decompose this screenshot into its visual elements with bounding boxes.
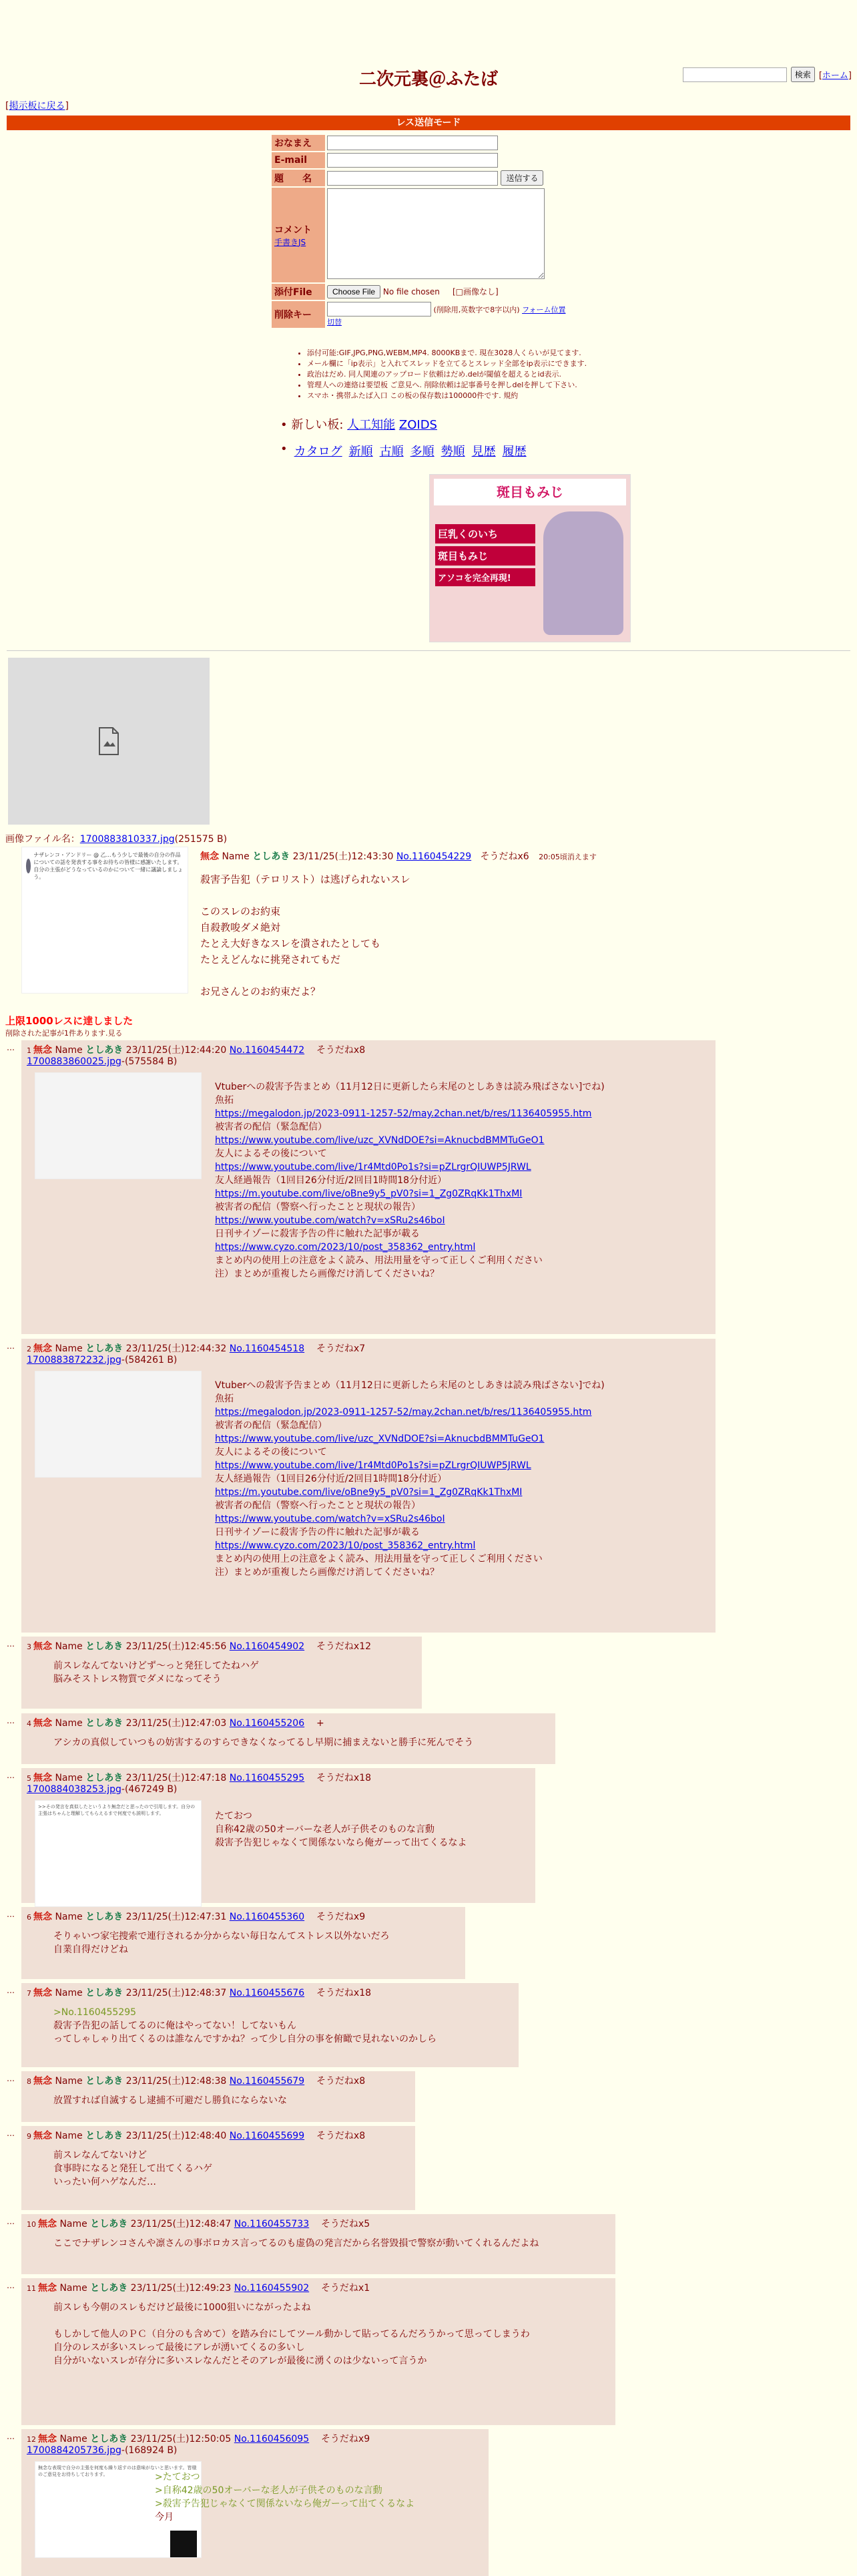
quote-line: >たておつ bbox=[155, 2472, 200, 2483]
email-input[interactable] bbox=[327, 153, 498, 168]
new-board-link[interactable]: ZOIDS bbox=[398, 418, 437, 432]
reply-name: としあき bbox=[85, 1912, 123, 1922]
quote-link[interactable]: >No.1160455295 bbox=[53, 2007, 137, 2018]
op-date: 23/11/25(土)12:43:30 bbox=[292, 851, 394, 862]
reply-header: 4 無念 Name としあき 23/11/25(土)12:47:03 No.1160455206 + bbox=[27, 1718, 324, 1729]
reply-subject: 無念 bbox=[33, 1988, 52, 1998]
reply-marker: … bbox=[7, 2074, 15, 2083]
reply-line: 被害者の配信（緊急配信） bbox=[215, 1420, 327, 1431]
reply-url-link[interactable]: https://www.youtube.com/watch?v=xSRu2s46boI bbox=[215, 1215, 445, 1226]
search-button[interactable]: 検索 bbox=[791, 67, 815, 82]
soudane-button[interactable]: そうだねx1 bbox=[320, 2283, 370, 2294]
subject-label: 題 名 bbox=[272, 170, 325, 186]
reply-file-link[interactable]: 1700883872232.jpg bbox=[27, 1355, 121, 1365]
reply-index: 1 bbox=[27, 1046, 31, 1055]
sort-new-link[interactable]: 新順 bbox=[348, 445, 373, 459]
reply-header: 9 無念 Name としあき 23/11/25(土)12:48:40 No.1160455699 そうだねx8 bbox=[27, 2131, 366, 2141]
op-file-link[interactable]: 1700883810337.jpg bbox=[79, 834, 175, 845]
reply-file-link[interactable]: 1700883860025.jpg bbox=[27, 1056, 121, 1067]
reply-index: 6 bbox=[27, 1913, 31, 1922]
comment-label: コメント 手書きJS bbox=[272, 188, 325, 282]
reply-subject: 無念 bbox=[33, 1343, 52, 1354]
reply-line: Vtuberへの殺害予告まとめ（11月12日に更新したら末尾のとしあきは読み飛ばさない]でね) bbox=[215, 1082, 605, 1092]
reply-name: としあき bbox=[90, 2219, 128, 2229]
reply-header: 5 無念 Name としあき 23/11/25(土)12:47:18 No.1160455295 そうだねx18 bbox=[27, 1773, 372, 1783]
reply-body bbox=[53, 2094, 410, 2107]
reply-body bbox=[155, 2471, 414, 2524]
soudane-button[interactable]: そうだねx18 bbox=[316, 1988, 372, 1998]
soudane-button[interactable]: そうだねx7 bbox=[316, 1343, 366, 1354]
reply-name: としあき bbox=[85, 1773, 123, 1783]
home-link[interactable]: ホーム bbox=[822, 71, 848, 81]
reply-date: 23/11/25(土)12:48:38 bbox=[125, 2076, 227, 2087]
ad-line: アソコを完全再現! bbox=[435, 568, 535, 586]
post-form bbox=[270, 134, 568, 329]
reply-line: 殺害予告犯の話してるのに俺はやってない！してないもん bbox=[53, 2020, 296, 2031]
reply-marker: … bbox=[7, 1771, 15, 1780]
ad-title: 斑目もみじ bbox=[434, 479, 626, 505]
reply-post bbox=[21, 1040, 716, 1334]
op-body: 殺害予告犯（テロリスト）は逃げられないスレ このスレのお約束 自殺教唆ダメ絶対 たとえ大好きなスレを潰されたとしても たとえどんなに挑発されてもだ お兄さんとのお約束だよ？ bbox=[200, 873, 410, 998]
reply-mode-bar: レス送信モード bbox=[7, 116, 850, 130]
reply-subject: 無念 bbox=[33, 1773, 52, 1783]
reply-line: 自称42歳の50オーバーな老人が子供そのものな言動 bbox=[215, 1824, 435, 1835]
reply-url-link[interactable]: https://www.cyzo.com/2023/10/post_358362_entry.html bbox=[215, 1242, 476, 1253]
reply-number-link[interactable]: No.1160455902 bbox=[234, 2283, 310, 2294]
reply-thumbnail[interactable] bbox=[35, 1371, 202, 1478]
reply-marker: … bbox=[7, 1639, 15, 1649]
email-label: E-mail bbox=[272, 152, 325, 168]
soudane-button[interactable]: そうだねx9 bbox=[316, 1912, 366, 1922]
reply-date: 23/11/25(土)12:48:40 bbox=[125, 2131, 227, 2141]
reply-subject: 無念 bbox=[38, 2283, 57, 2294]
reply-marker: … bbox=[7, 1910, 15, 1919]
soudane-button[interactable]: そうだねx12 bbox=[316, 1641, 372, 1652]
reply-body bbox=[53, 2149, 410, 2189]
reply-line: 脳みそストレス物質でダメになってそう bbox=[53, 1674, 222, 1685]
op-thumbnail[interactable] bbox=[21, 847, 188, 994]
reply-line: 友人経過報告（1回目26分付近/2回目1時間18分付近） bbox=[215, 1474, 447, 1484]
submit-button[interactable]: 送信する bbox=[501, 170, 543, 186]
reply-index: 7 bbox=[27, 1989, 31, 1998]
board-title: 二次元裏＠ふたば bbox=[358, 69, 498, 89]
no-image-checkbox[interactable]: [□画像なし] bbox=[452, 287, 499, 296]
reply-post bbox=[21, 2429, 489, 2576]
reply-file-size: -(575584 B) bbox=[121, 1056, 178, 1067]
rule-item: • 管理人への連絡は要望板 ご意見へ. 削除依頼は記事番号を押しdelを押して下さい. bbox=[307, 380, 641, 391]
reply-line: 被害者の配信（警察へ行ったことと現状の報告） bbox=[215, 1202, 420, 1213]
reply-date: 23/11/25(土)12:44:20 bbox=[125, 1045, 227, 1056]
reply-date: 23/11/25(土)12:49:23 bbox=[130, 2283, 232, 2294]
limit-notice: 上限1000レスに達しました 削除された記事が1件あります.見る bbox=[5, 1015, 133, 1038]
reply-number-link[interactable]: No.1160455206 bbox=[229, 1718, 305, 1729]
reply-url-link[interactable]: https://www.youtube.com/live/1r4Mtd0Po1s?si=pZLrgrQIUWP5JRWL bbox=[215, 1460, 531, 1471]
reply-line: アシカの真似していつもの妨害するのすらできなくなってるし早期に捕まえないと勝手に死んでそう bbox=[53, 1737, 474, 1748]
reply-marker: … bbox=[7, 2217, 15, 2226]
reply-line: 被害者の配信（緊急配信） bbox=[215, 1122, 327, 1132]
reply-line: 被害者の配信（警察へ行ったことと現状の報告） bbox=[215, 1500, 420, 1511]
reply-number-link[interactable]: No.1160454902 bbox=[229, 1641, 305, 1652]
reply-line: 殺害予告犯じゃなくて関係ないなら俺ガーって出てくるなよ bbox=[215, 1838, 467, 1848]
reply-number-link[interactable]: No.1160455295 bbox=[229, 1773, 305, 1783]
ad-character-image bbox=[543, 511, 623, 635]
reply-date: 23/11/25(土)12:47:03 bbox=[125, 1718, 227, 1729]
soudane-button[interactable]: + bbox=[316, 1718, 324, 1729]
reply-name: としあき bbox=[85, 1045, 123, 1056]
reply-url-link[interactable]: https://www.youtube.com/live/uzc_XVNdDOE?si=AknucbdBMMTuGeO1 bbox=[215, 1135, 545, 1146]
reply-header: 6 無念 Name としあき 23/11/25(土)12:47:31 No.1160455360 そうだねx9 bbox=[27, 1912, 366, 1922]
reply-line: ここでナザレンコさんや凛さんの事ボロカス言ってるのも虚偽の発言だから名誉毀損で警察が動いてくれるんだよね bbox=[53, 2238, 539, 2249]
new-board-link[interactable]: 人工知能 bbox=[347, 418, 396, 432]
reply-index: 11 bbox=[27, 2284, 36, 2293]
rule-item: • 添付可能:GIF,JPG,PNG,WEBM,MP4. 8000KBまで. 現在3028人くらいが見てます. bbox=[307, 348, 641, 359]
reply-line: 自分のレスが多いスレって最後にアレが湧いてくるの多いし bbox=[53, 2342, 305, 2353]
delkey-note: (削除用,英数字で8字以内) bbox=[433, 305, 520, 314]
reply-index: 8 bbox=[27, 2077, 31, 2086]
op-header: 無念 Name としあき 23/11/25(土)12:43:30 No.1160454229 そうだねx6 20:05頃消えます bbox=[200, 851, 597, 862]
reply-index: 10 bbox=[27, 2220, 36, 2229]
sort-old-link[interactable]: 古順 bbox=[379, 445, 404, 459]
reply-file-size: -(168924 B) bbox=[121, 2445, 178, 2456]
reply-line: 魚拓 bbox=[215, 1393, 234, 1404]
reply-url-link[interactable]: https://megalodon.jp/2023-0911-1257-52/may.2chan.net/b/res/1136405955.htm bbox=[215, 1407, 592, 1418]
choose-file-button[interactable]: Choose File bbox=[327, 285, 380, 298]
rule-item: • 政治はだめ. 同人関連のアップロード依頼はだめ.delが閾値を超えるとid表示. bbox=[307, 369, 641, 380]
reply-number-link[interactable]: No.1160454518 bbox=[229, 1343, 305, 1354]
reply-date: 23/11/25(土)12:50:05 bbox=[130, 2434, 232, 2444]
reply-body bbox=[53, 2301, 610, 2368]
no-file-text: No file chosen bbox=[382, 287, 440, 296]
board-rules bbox=[280, 348, 641, 401]
reply-subject: 無念 bbox=[33, 1641, 52, 1652]
reply-header: 2 無念 Name としあき 23/11/25(土)12:44:32 No.1160454518 そうだねx7 bbox=[27, 1343, 366, 1354]
reply-date: 23/11/25(土)12:47:18 bbox=[125, 1773, 227, 1783]
handwrite-link[interactable]: 手書き bbox=[274, 237, 299, 247]
reply-line: ってしゃしゃり出てくるのは誰なんですかね？って少し自分の事を俯瞰で見れないのかしら bbox=[53, 2034, 437, 2045]
reply-body bbox=[215, 1080, 605, 1281]
file-label: 添付File bbox=[272, 284, 325, 300]
rule-item: • スマホ・携帯ふたば入口 この板の保存数は100000件です. 規約 bbox=[307, 391, 641, 401]
reply-line: 友人経過報告（1回目26分付近/2回目1時間18分付近） bbox=[215, 1175, 447, 1186]
reply-url-link[interactable]: https://www.cyzo.com/2023/10/post_358362_entry.html bbox=[215, 1540, 476, 1551]
reply-line: まとめ内の使用上の注意をよく読み、用法用量を守って正しくご利用ください bbox=[215, 1554, 543, 1564]
reply-subject: 無念 bbox=[33, 1045, 52, 1056]
ad-line: 斑目もみじ bbox=[435, 546, 535, 566]
reply-number-link[interactable]: No.1160455676 bbox=[229, 1988, 305, 1998]
reply-url-link[interactable]: https://m.youtube.com/live/oBne9y5_pV0?si=1_Zg0ZRqKk1ThxMI bbox=[215, 1189, 523, 1199]
reply-subject: 無念 bbox=[33, 1912, 52, 1922]
top-search-bar: 検索 [ホーム] bbox=[683, 67, 852, 82]
reply-header: 1 無念 Name としあき 23/11/25(土)12:44:20 No.1160454472 そうだねx8 bbox=[27, 1045, 366, 1056]
reply-header: 3 無念 Name としあき 23/11/25(土)12:45:56 No.1160454902 そうだねx12 bbox=[27, 1641, 372, 1652]
reply-number-link[interactable]: No.1160455699 bbox=[229, 2131, 305, 2141]
reply-subject: 無念 bbox=[33, 1718, 52, 1729]
reply-post bbox=[21, 1637, 422, 1709]
reply-marker: … bbox=[7, 2129, 15, 2138]
reply-number-link[interactable]: No.1160454472 bbox=[229, 1045, 305, 1056]
catalog-links: • カタログ 新順 古順 多順 勢順 見歴 履歴 bbox=[280, 442, 527, 459]
reply-name: としあき bbox=[85, 2131, 123, 2141]
search-input[interactable] bbox=[683, 67, 787, 82]
reply-line: たておつ bbox=[215, 1811, 252, 1821]
reply-index: 5 bbox=[27, 1774, 31, 1783]
soudane-button[interactable]: そうだねx8 bbox=[316, 2076, 366, 2087]
reply-subject: 無念 bbox=[38, 2434, 57, 2444]
reply-marker: … bbox=[7, 1043, 15, 1052]
reply-header: 12 無念 Name としあき 23/11/25(土)12:50:05 No.1160456095 そうだねx9 bbox=[27, 2434, 370, 2444]
reply-line: 注）まとめが重複したら画像だけ消してくださいね？ bbox=[215, 1567, 439, 1578]
comment-textarea[interactable] bbox=[327, 188, 545, 279]
reply-line: 注）まとめが重複したら画像だけ消してくださいね？ bbox=[215, 1269, 439, 1279]
op-file-info: 画像ファイル名：1700883810337.jpg(251575 B) bbox=[5, 834, 228, 845]
reply-url-link[interactable]: https://www.youtube.com/live/1r4Mtd0Po1s?si=pZLrgrQIUWP5JRWL bbox=[215, 1162, 531, 1172]
new-boards: • 新しい板: 人工知能 ZOIDS bbox=[280, 418, 437, 432]
soudane-button[interactable]: そうだねx9 bbox=[320, 2434, 370, 2444]
reply-line: 前スレなんてないけどず～っと発狂してたねハゲ bbox=[53, 1661, 259, 1671]
op-number-link[interactable]: No.1160454229 bbox=[396, 851, 472, 862]
reply-file-link[interactable]: 1700884038253.jpg bbox=[27, 1784, 121, 1795]
reply-header: 10 無念 Name としあき 23/11/25(土)12:48:47 No.1160455733 そうだねx5 bbox=[27, 2219, 370, 2229]
viewed-history-link[interactable]: 見歴 bbox=[471, 445, 496, 459]
reply-line: もしかして他人のＰＣ（自分のも含めて）を踏み台にしてツール動かして貼ってるんだろうかって思ってしまうわ bbox=[53, 2329, 530, 2340]
reply-name: としあき bbox=[90, 2434, 128, 2444]
reply-url-link[interactable]: https://www.youtube.com/watch?v=xSRu2s46boI bbox=[215, 1514, 445, 1524]
reply-thumbnail[interactable] bbox=[35, 1072, 202, 1179]
reply-thumb-text: >>その発言を真似したというより無念だと思ったので引用します。自分の主張はちゃんと理解してもらえるまで何度でも説明します。 bbox=[38, 1804, 196, 1816]
reply-post bbox=[21, 1768, 535, 1903]
reply-body bbox=[53, 1659, 416, 1686]
catalog-link[interactable]: カタログ bbox=[294, 445, 342, 459]
reply-date: 23/11/25(土)12:45:56 bbox=[125, 1641, 227, 1652]
delkey-label: 削除キー bbox=[272, 301, 325, 328]
soudane-button[interactable]: そうだねx8 bbox=[316, 2131, 366, 2141]
reply-post bbox=[21, 1907, 465, 1979]
sort-many-link[interactable]: 多順 bbox=[410, 445, 435, 459]
sort-momentum-link[interactable]: 勢順 bbox=[441, 445, 465, 459]
op-subject: 無念 bbox=[200, 851, 219, 862]
reply-header: 11 無念 Name としあき 23/11/25(土)12:49:23 No.1160455902 そうだねx1 bbox=[27, 2283, 370, 2294]
broken-image-icon bbox=[97, 726, 121, 756]
reply-file-link[interactable]: 1700884205736.jpg bbox=[27, 2445, 121, 2456]
reply-line: Vtuberへの殺害予告まとめ（11月12日に更新したら末尾のとしあきは読み飛ばさない]でね) bbox=[215, 1380, 605, 1391]
quote-line: >自称42歳の50オーバーな老人が子供そのものな言動 bbox=[155, 2485, 382, 2496]
reply-line: 自業自得だけどね bbox=[53, 1944, 128, 1955]
reply-number-link[interactable]: No.1160455360 bbox=[229, 1912, 305, 1922]
reply-name: としあき bbox=[90, 2283, 128, 2294]
reply-subject: 無念 bbox=[33, 2131, 52, 2141]
reply-body bbox=[53, 2237, 610, 2250]
reply-date: 23/11/25(土)12:48:47 bbox=[130, 2219, 232, 2229]
reply-thumbnail[interactable] bbox=[35, 1800, 202, 1907]
reply-index: 4 bbox=[27, 1719, 31, 1728]
reply-marker: … bbox=[7, 2281, 15, 2290]
reply-line: 前スレも今朝のスレもだけど最後に1000狙いにながったよね bbox=[53, 2302, 311, 2313]
reply-date: 23/11/25(土)12:47:31 bbox=[125, 1912, 227, 1922]
reply-line: 友人によるその後について bbox=[215, 1148, 327, 1159]
reply-name: としあき bbox=[85, 1641, 123, 1652]
reply-number-link[interactable]: No.1160456095 bbox=[234, 2434, 310, 2444]
reply-line: 食事時になると発狂して出てくるハゲ bbox=[53, 2163, 212, 2174]
ad-banner[interactable] bbox=[429, 474, 631, 642]
reply-line: 放置すれば自滅するし逮捕不可避だし勝負にならないな bbox=[53, 2095, 287, 2106]
reply-file-info bbox=[27, 1355, 710, 1365]
reply-header: 7 無念 Name としあき 23/11/25(土)12:48:37 No.1160455676 そうだねx18 bbox=[27, 1988, 372, 1998]
name-label: おなまえ bbox=[272, 135, 325, 151]
reply-url-link[interactable]: https://megalodon.jp/2023-0911-1257-52/may.2chan.net/b/res/1136405955.htm bbox=[215, 1108, 592, 1119]
reply-marker: … bbox=[7, 2432, 15, 2441]
reply-url-link[interactable]: https://m.youtube.com/live/oBne9y5_pV0?si=1_Zg0ZRqKk1ThxMI bbox=[215, 1487, 523, 1498]
reply-index: 12 bbox=[27, 2435, 36, 2444]
reply-body bbox=[53, 1736, 550, 1749]
reply-file-size: -(467249 B) bbox=[121, 1784, 178, 1795]
reply-line: 前スレなんてないけど bbox=[53, 2150, 147, 2161]
soudane-button[interactable]: そうだねx18 bbox=[316, 1773, 372, 1783]
back-nav: [掲示板に戻る] bbox=[5, 101, 69, 112]
soudane-button[interactable]: そうだねx5 bbox=[320, 2219, 370, 2229]
reply-url-link[interactable]: https://www.youtube.com/live/uzc_XVNdDOE?si=AknucbdBMMTuGeO1 bbox=[215, 1434, 545, 1444]
op-thumb-text: ナザレンコ・アンドリー @ 乙…もう少しで最後の自分の作品についての話を発表する事をお待ちの皆様に感謝いたします。自分の主張がどうなっているのかについて一緒に議論しましょう。 bbox=[33, 852, 184, 880]
history-link[interactable]: 履歴 bbox=[502, 445, 527, 459]
soudane-button[interactable]: そうだねx6 bbox=[480, 851, 529, 862]
reply-name: としあき bbox=[85, 1718, 123, 1729]
reply-subject: 無念 bbox=[38, 2219, 57, 2229]
soudane-button[interactable]: そうだねx8 bbox=[316, 1045, 366, 1056]
reply-line: 日刊サイゾーに殺害予告の件に触れた記事が載る bbox=[215, 1229, 420, 1239]
reply-line: 魚拓 bbox=[215, 1095, 234, 1106]
reply-line: 今月 bbox=[155, 2512, 174, 2523]
reply-file-info bbox=[27, 1056, 710, 1067]
reply-post bbox=[21, 1983, 519, 2067]
reply-thumb-text: 無念な表現で自分の主張を何度も繰り返すのは意味がないと思います。皆様のご意見をお待ちしております。 bbox=[38, 2465, 197, 2477]
quote-line: >殺害予告犯じゃなくて関係ないなら俺ガーって出てくるなよ bbox=[155, 2499, 415, 2509]
reply-marker: … bbox=[7, 1716, 15, 1725]
reply-subject: 無念 bbox=[33, 2076, 52, 2087]
reply-index: 3 bbox=[27, 1643, 31, 1651]
reply-name: としあき bbox=[85, 2076, 123, 2087]
thumb-black-block bbox=[170, 2531, 197, 2557]
op-image[interactable] bbox=[8, 658, 210, 825]
rule-item: • メール欄に「ip表示」と入れてスレッドを立てるとスレッド全部をip表示にできます. bbox=[307, 359, 641, 369]
reply-file-info bbox=[27, 1784, 530, 1795]
reply-body bbox=[53, 2006, 513, 2046]
reply-number-link[interactable]: No.1160455679 bbox=[229, 2076, 305, 2087]
avatar bbox=[26, 859, 31, 873]
ad-line: 巨乳くのいち bbox=[435, 524, 535, 544]
delkey-input[interactable] bbox=[327, 302, 431, 316]
divider bbox=[7, 650, 850, 651]
reply-post bbox=[21, 2278, 615, 2425]
op-expire: 20:05頃消えます bbox=[539, 853, 597, 861]
reply-line: そりゃいつ家宅捜索で連行されるか分からない毎日なんてストレス以外ないだろ bbox=[53, 1931, 390, 1942]
reply-file-size: -(584261 B) bbox=[121, 1355, 178, 1365]
reply-post bbox=[21, 2071, 415, 2122]
reply-marker: … bbox=[7, 1986, 15, 1995]
deleted-notice[interactable]: 削除された記事が1件あります.見る bbox=[5, 1029, 123, 1038]
reply-header: 8 無念 Name としあき 23/11/25(土)12:48:38 No.1160455679 そうだねx8 bbox=[27, 2076, 366, 2087]
handwrite-js-link[interactable]: JS bbox=[298, 237, 306, 247]
reply-body bbox=[215, 1809, 467, 1850]
reply-date: 23/11/25(土)12:48:37 bbox=[125, 1988, 227, 1998]
form-position-link[interactable]: フォーム位置 bbox=[522, 305, 566, 314]
reply-body bbox=[53, 1930, 460, 1956]
back-to-board-link[interactable]: 掲示板に戻る bbox=[9, 101, 65, 112]
reply-line: 友人によるその後について bbox=[215, 1447, 327, 1458]
reply-name: としあき bbox=[85, 1343, 123, 1354]
op-name: としあき bbox=[252, 851, 290, 862]
reply-name: としあき bbox=[85, 1988, 123, 1998]
reply-line: まとめ内の使用上の注意をよく読み、用法用量を守って正しくご利用ください bbox=[215, 1255, 543, 1266]
reply-post bbox=[21, 2214, 615, 2274]
reply-line bbox=[53, 2314, 610, 2328]
reply-file-info bbox=[27, 2445, 483, 2456]
reply-line: 日刊サイゾーに殺害予告の件に触れた記事が載る bbox=[215, 1527, 420, 1538]
reply-marker: … bbox=[7, 1341, 15, 1351]
reply-body bbox=[215, 1379, 605, 1579]
reply-post bbox=[21, 1713, 555, 1764]
reply-line: 自分がいないスレが存分に多いスレなんだとそのアレが最後に湧くのは少ないって言うか bbox=[53, 2356, 427, 2366]
reply-post bbox=[21, 2126, 415, 2210]
toggle-link[interactable]: 切替 bbox=[327, 318, 342, 327]
name-input[interactable] bbox=[327, 136, 498, 150]
reply-index: 2 bbox=[27, 1345, 31, 1353]
reply-index: 9 bbox=[27, 2132, 31, 2141]
reply-number-link[interactable]: No.1160455733 bbox=[234, 2219, 310, 2229]
reply-line: いったい何ハゲなんだ… bbox=[53, 2177, 156, 2187]
reply-date: 23/11/25(土)12:44:32 bbox=[125, 1343, 227, 1354]
subject-input[interactable] bbox=[327, 171, 498, 186]
reply-post bbox=[21, 1339, 716, 1633]
